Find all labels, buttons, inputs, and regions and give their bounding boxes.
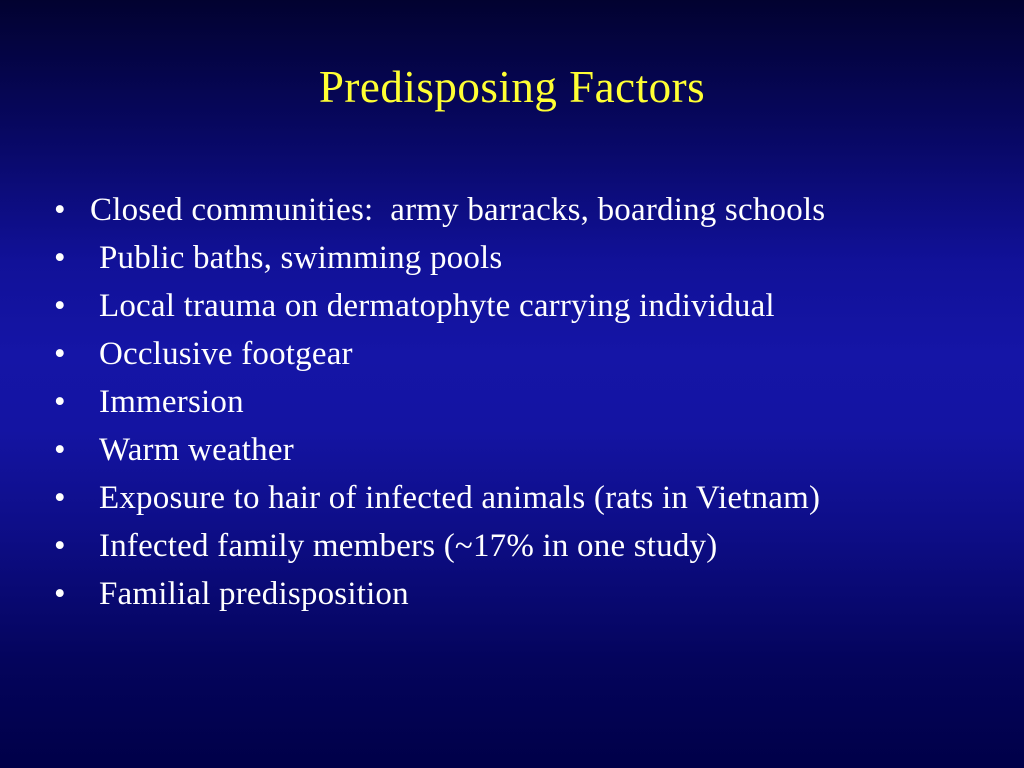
bullet-text: Infected family members (~17% in one study) (99, 528, 718, 564)
bullet-text: Immersion (99, 384, 244, 420)
list-item (52, 186, 1004, 234)
list-item (52, 234, 1004, 282)
bullet-text: Familial predisposition (99, 576, 409, 612)
bullet-icon: • (54, 528, 66, 564)
bullet-text: Occlusive footgear (99, 336, 353, 372)
bullet-icon: • (54, 384, 66, 420)
bullet-icon: • (54, 432, 66, 468)
list-item (52, 378, 1004, 426)
bullet-icon: • (54, 336, 66, 372)
bullet-text: Local trauma on dermatophyte carrying individual (99, 288, 775, 324)
bullet-list (52, 186, 1004, 618)
list-item (52, 522, 1004, 570)
list-item (52, 570, 1004, 618)
bullet-text: Closed communities: army barracks, boarding schools (90, 192, 826, 228)
list-item (52, 330, 1004, 378)
bullet-icon: • (54, 240, 66, 276)
bullet-icon: • (54, 288, 66, 324)
list-item (52, 282, 1004, 330)
bullet-text: Public baths, swimming pools (99, 240, 503, 276)
bullet-icon: • (54, 576, 66, 612)
bullet-icon: • (54, 192, 66, 228)
bullet-text: Exposure to hair of infected animals (rats in Vietnam) (99, 480, 821, 516)
bullet-icon: • (54, 480, 66, 516)
slide-title: Predisposing Factors (318, 62, 706, 112)
bullet-text: Warm weather (99, 432, 294, 468)
list-item (52, 474, 1004, 522)
list-item (52, 426, 1004, 474)
